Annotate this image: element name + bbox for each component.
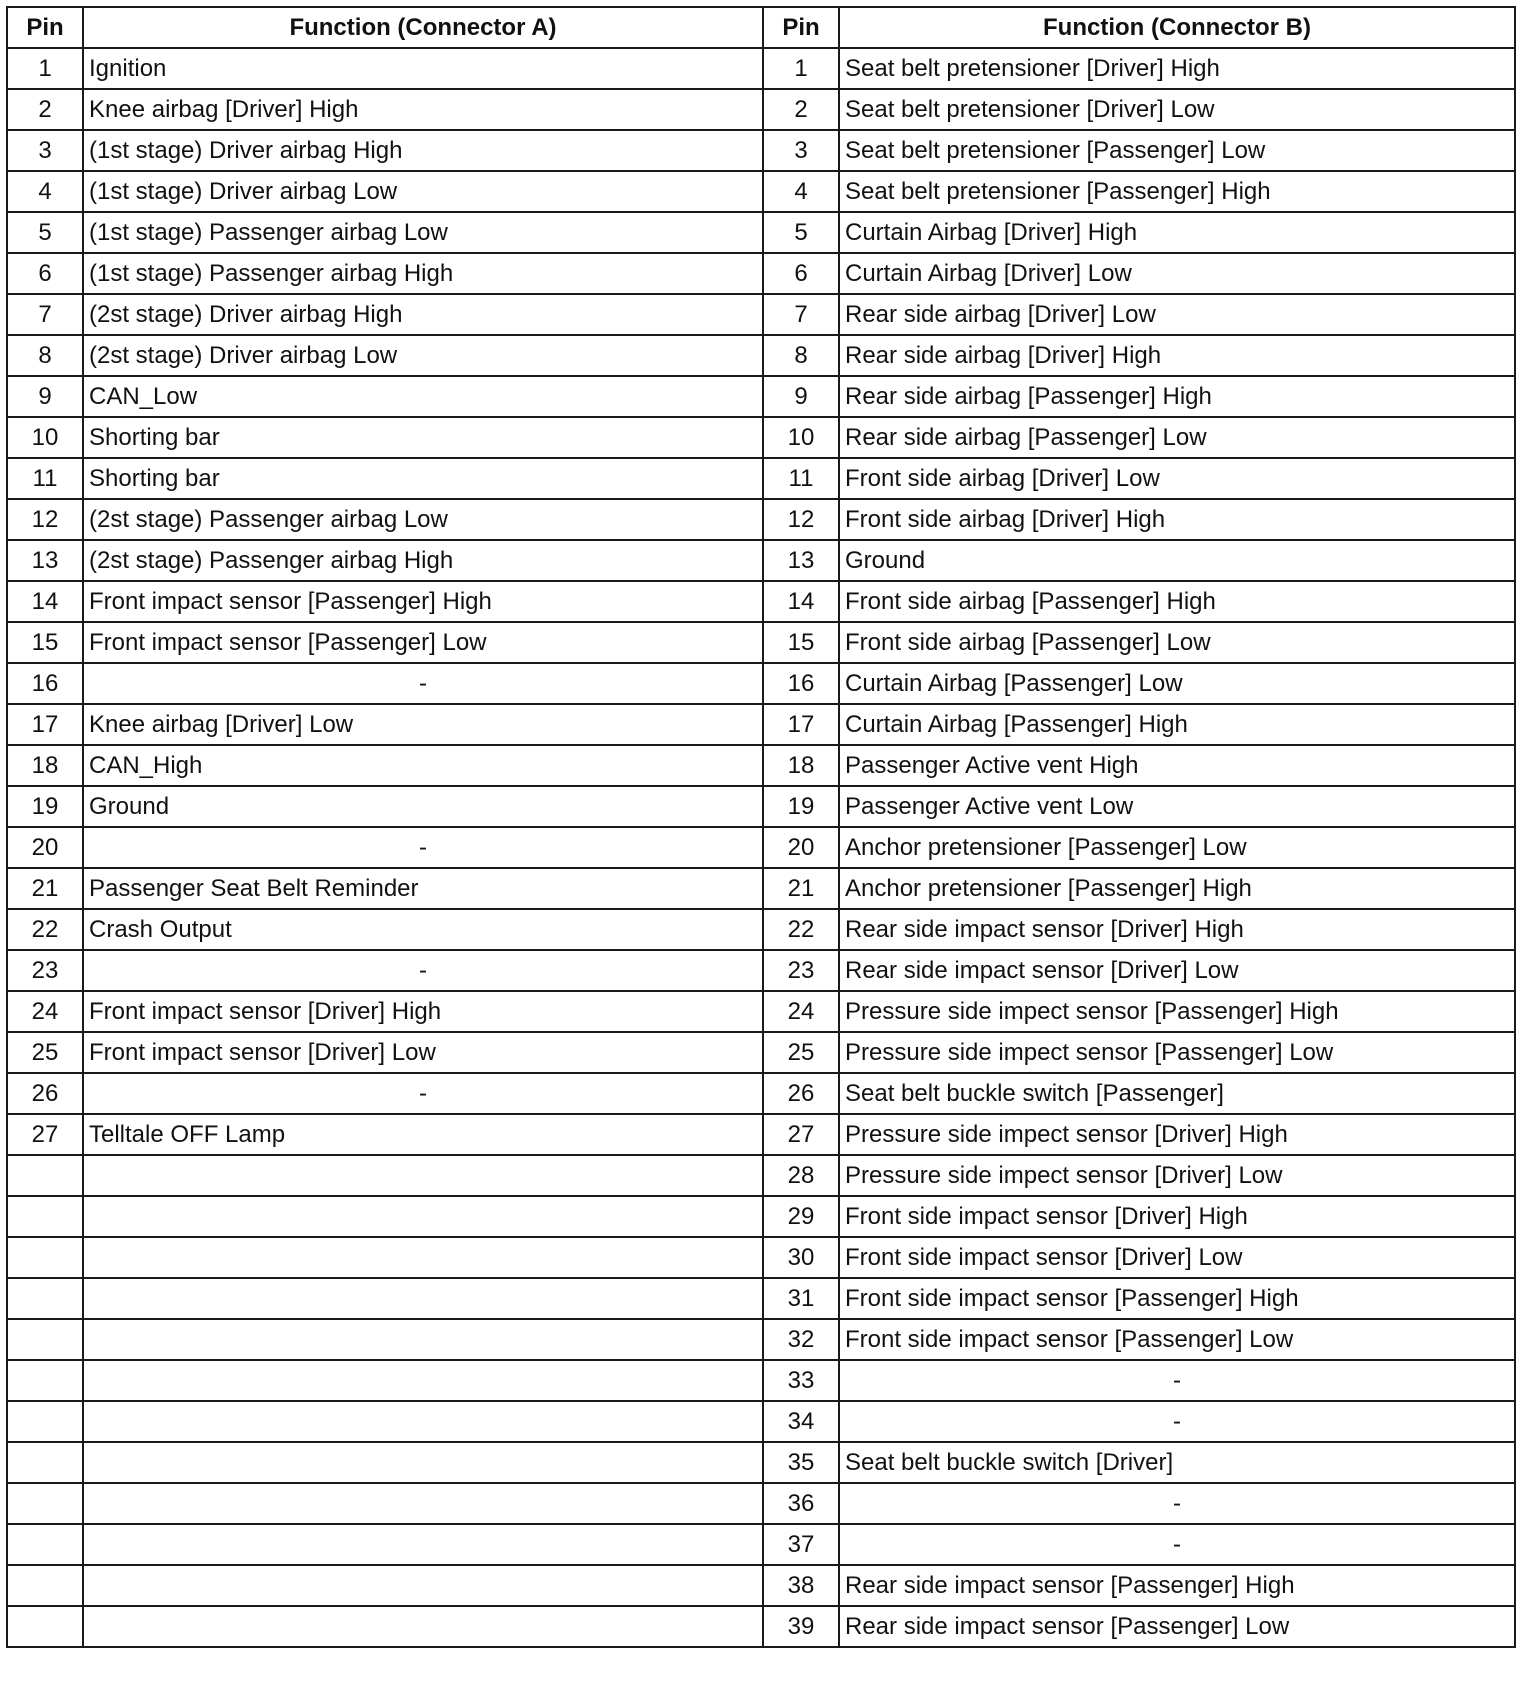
table-row bbox=[7, 294, 1515, 335]
connector-a-function: - bbox=[83, 1073, 763, 1114]
connector-a-function-empty bbox=[83, 1565, 763, 1606]
connector-b-pin: 39 bbox=[763, 1606, 839, 1647]
connector-b-function: Rear side impact sensor [Driver] Low bbox=[839, 950, 1515, 991]
table-row bbox=[7, 1073, 1515, 1114]
table-row bbox=[7, 1606, 1515, 1647]
connector-a-function: Ignition bbox=[83, 48, 763, 89]
table-row bbox=[7, 1401, 1515, 1442]
table-row bbox=[7, 1442, 1515, 1483]
connector-a-function: Crash Output bbox=[83, 909, 763, 950]
connector-a-pin-empty bbox=[7, 1483, 83, 1524]
connector-a-function: Passenger Seat Belt Reminder bbox=[83, 868, 763, 909]
connector-b-function: Seat belt buckle switch [Passenger] bbox=[839, 1073, 1515, 1114]
connector-b-function: Front side impact sensor [Driver] Low bbox=[839, 1237, 1515, 1278]
connector-a-pin: 11 bbox=[7, 458, 83, 499]
table-row bbox=[7, 499, 1515, 540]
connector-a-pin: 13 bbox=[7, 540, 83, 581]
connector-a-function-empty bbox=[83, 1483, 763, 1524]
connector-a-pin-empty bbox=[7, 1565, 83, 1606]
connector-b-function: Rear side impact sensor [Passenger] Low bbox=[839, 1606, 1515, 1647]
connector-b-function: Seat belt pretensioner [Driver] Low bbox=[839, 89, 1515, 130]
connector-b-function: Rear side impact sensor [Driver] High bbox=[839, 909, 1515, 950]
connector-b-pin: 28 bbox=[763, 1155, 839, 1196]
connector-a-pin: 24 bbox=[7, 991, 83, 1032]
connector-a-pin: 10 bbox=[7, 417, 83, 458]
table-row bbox=[7, 335, 1515, 376]
table-row bbox=[7, 827, 1515, 868]
table-row bbox=[7, 1032, 1515, 1073]
connector-b-function: Curtain Airbag [Passenger] Low bbox=[839, 663, 1515, 704]
connector-b-pin: 17 bbox=[763, 704, 839, 745]
connector-b-function: Front side airbag [Passenger] Low bbox=[839, 622, 1515, 663]
connector-a-function: Telltale OFF Lamp bbox=[83, 1114, 763, 1155]
connector-b-function: Front side impact sensor [Passenger] High bbox=[839, 1278, 1515, 1319]
table-row bbox=[7, 909, 1515, 950]
connector-a-function: - bbox=[83, 827, 763, 868]
connector-a-pin: 4 bbox=[7, 171, 83, 212]
table-row bbox=[7, 171, 1515, 212]
table-body bbox=[7, 48, 1515, 1647]
connector-a-function: (2st stage) Passenger airbag High bbox=[83, 540, 763, 581]
connector-b-pin: 30 bbox=[763, 1237, 839, 1278]
connector-b-function: - bbox=[839, 1401, 1515, 1442]
table-row bbox=[7, 48, 1515, 89]
connector-a-function: (1st stage) Passenger airbag High bbox=[83, 253, 763, 294]
table-row bbox=[7, 663, 1515, 704]
connector-b-function: Pressure side impect sensor [Passenger] Low bbox=[839, 1032, 1515, 1073]
connector-b-pin: 14 bbox=[763, 581, 839, 622]
connector-a-function: Knee airbag [Driver] High bbox=[83, 89, 763, 130]
connector-b-function: Front side airbag [Driver] Low bbox=[839, 458, 1515, 499]
table-row bbox=[7, 458, 1515, 499]
connector-a-pin: 15 bbox=[7, 622, 83, 663]
connector-a-pin: 25 bbox=[7, 1032, 83, 1073]
connector-a-pin-empty bbox=[7, 1360, 83, 1401]
table-row bbox=[7, 868, 1515, 909]
connector-b-function: Seat belt buckle switch [Driver] bbox=[839, 1442, 1515, 1483]
connector-b-pin: 19 bbox=[763, 786, 839, 827]
connector-b-pin: 1 bbox=[763, 48, 839, 89]
connector-b-function: - bbox=[839, 1524, 1515, 1565]
table-row bbox=[7, 786, 1515, 827]
table-row bbox=[7, 212, 1515, 253]
table-row bbox=[7, 1237, 1515, 1278]
connector-a-pin: 7 bbox=[7, 294, 83, 335]
connector-a-pin: 21 bbox=[7, 868, 83, 909]
table-row bbox=[7, 1196, 1515, 1237]
connector-a-function: Ground bbox=[83, 786, 763, 827]
connector-a-function-empty bbox=[83, 1196, 763, 1237]
table-row bbox=[7, 1114, 1515, 1155]
connector-a-pin: 6 bbox=[7, 253, 83, 294]
connector-b-pin: 10 bbox=[763, 417, 839, 458]
connector-b-pin: 25 bbox=[763, 1032, 839, 1073]
connector-b-function: Rear side airbag [Driver] High bbox=[839, 335, 1515, 376]
connector-b-pin: 12 bbox=[763, 499, 839, 540]
connector-a-pin: 16 bbox=[7, 663, 83, 704]
connector-b-pin: 7 bbox=[763, 294, 839, 335]
connector-a-function: CAN_High bbox=[83, 745, 763, 786]
connector-a-pin: 1 bbox=[7, 48, 83, 89]
connector-a-pin-empty bbox=[7, 1401, 83, 1442]
connector-a-function-empty bbox=[83, 1524, 763, 1565]
table-row bbox=[7, 1565, 1515, 1606]
connector-b-pin: 38 bbox=[763, 1565, 839, 1606]
table-row bbox=[7, 253, 1515, 294]
connector-b-pin: 23 bbox=[763, 950, 839, 991]
connector-a-function-empty bbox=[83, 1606, 763, 1647]
connector-b-function: Passenger Active vent High bbox=[839, 745, 1515, 786]
connector-b-pin: 27 bbox=[763, 1114, 839, 1155]
connector-pin-table bbox=[6, 6, 1516, 1648]
connector-a-pin: 18 bbox=[7, 745, 83, 786]
table-row bbox=[7, 417, 1515, 458]
connector-a-pin-empty bbox=[7, 1237, 83, 1278]
connector-a-pin: 8 bbox=[7, 335, 83, 376]
connector-b-pin: 3 bbox=[763, 130, 839, 171]
connector-b-function: Curtain Airbag [Driver] Low bbox=[839, 253, 1515, 294]
connector-b-function: Anchor pretensioner [Passenger] High bbox=[839, 868, 1515, 909]
table-row bbox=[7, 950, 1515, 991]
connector-a-function: Front impact sensor [Driver] Low bbox=[83, 1032, 763, 1073]
connector-a-pin: 5 bbox=[7, 212, 83, 253]
table-header-row bbox=[7, 7, 1515, 48]
connector-b-function: Pressure side impect sensor [Passenger] High bbox=[839, 991, 1515, 1032]
connector-b-pin: 21 bbox=[763, 868, 839, 909]
connector-a-function: (2st stage) Passenger airbag Low bbox=[83, 499, 763, 540]
table-row bbox=[7, 1483, 1515, 1524]
connector-a-function: Front impact sensor [Passenger] High bbox=[83, 581, 763, 622]
table-row bbox=[7, 130, 1515, 171]
table-row bbox=[7, 540, 1515, 581]
connector-b-function: Rear side impact sensor [Passenger] High bbox=[839, 1565, 1515, 1606]
connector-b-pin: 22 bbox=[763, 909, 839, 950]
connector-b-function: - bbox=[839, 1483, 1515, 1524]
connector-a-function: (1st stage) Passenger airbag Low bbox=[83, 212, 763, 253]
table-row bbox=[7, 622, 1515, 663]
connector-a-function-empty bbox=[83, 1319, 763, 1360]
connector-b-pin: 15 bbox=[763, 622, 839, 663]
connector-b-function: Front side airbag [Driver] High bbox=[839, 499, 1515, 540]
connector-b-function: Pressure side impect sensor [Driver] Low bbox=[839, 1155, 1515, 1196]
header-pin-a: Pin bbox=[7, 7, 83, 48]
connector-a-function: Knee airbag [Driver] Low bbox=[83, 704, 763, 745]
header-pin-b: Pin bbox=[763, 7, 839, 48]
connector-b-function: Seat belt pretensioner [Driver] High bbox=[839, 48, 1515, 89]
header-function-a: Function (Connector A) bbox=[83, 7, 763, 48]
table-row bbox=[7, 1524, 1515, 1565]
connector-a-pin: 9 bbox=[7, 376, 83, 417]
connector-a-pin: 22 bbox=[7, 909, 83, 950]
connector-a-pin-empty bbox=[7, 1155, 83, 1196]
connector-a-function-empty bbox=[83, 1155, 763, 1196]
connector-b-function: Rear side airbag [Passenger] High bbox=[839, 376, 1515, 417]
connector-a-function: (1st stage) Driver airbag Low bbox=[83, 171, 763, 212]
connector-b-function: Seat belt pretensioner [Passenger] High bbox=[839, 171, 1515, 212]
connector-b-function: Curtain Airbag [Driver] High bbox=[839, 212, 1515, 253]
connector-b-pin: 20 bbox=[763, 827, 839, 868]
connector-b-pin: 35 bbox=[763, 1442, 839, 1483]
connector-b-pin: 16 bbox=[763, 663, 839, 704]
connector-b-function: Ground bbox=[839, 540, 1515, 581]
connector-b-pin: 33 bbox=[763, 1360, 839, 1401]
table-row bbox=[7, 581, 1515, 622]
connector-b-function: Pressure side impect sensor [Driver] High bbox=[839, 1114, 1515, 1155]
connector-b-pin: 24 bbox=[763, 991, 839, 1032]
connector-a-pin: 14 bbox=[7, 581, 83, 622]
connector-b-function: Front side impact sensor [Driver] High bbox=[839, 1196, 1515, 1237]
connector-a-pin: 2 bbox=[7, 89, 83, 130]
connector-a-pin-empty bbox=[7, 1606, 83, 1647]
connector-b-pin: 11 bbox=[763, 458, 839, 499]
table-row bbox=[7, 1278, 1515, 1319]
connector-b-pin: 18 bbox=[763, 745, 839, 786]
connector-a-function: - bbox=[83, 663, 763, 704]
connector-a-pin: 3 bbox=[7, 130, 83, 171]
connector-b-function: Front side airbag [Passenger] High bbox=[839, 581, 1515, 622]
connector-a-function-empty bbox=[83, 1401, 763, 1442]
table-row bbox=[7, 704, 1515, 745]
connector-b-pin: 26 bbox=[763, 1073, 839, 1114]
connector-a-function: Shorting bar bbox=[83, 458, 763, 499]
connector-b-pin: 4 bbox=[763, 171, 839, 212]
connector-a-function: Front impact sensor [Passenger] Low bbox=[83, 622, 763, 663]
connector-b-pin: 34 bbox=[763, 1401, 839, 1442]
connector-b-pin: 6 bbox=[763, 253, 839, 294]
connector-b-pin: 29 bbox=[763, 1196, 839, 1237]
connector-b-pin: 5 bbox=[763, 212, 839, 253]
connector-b-pin: 36 bbox=[763, 1483, 839, 1524]
connector-a-function-empty bbox=[83, 1360, 763, 1401]
connector-a-function-empty bbox=[83, 1237, 763, 1278]
connector-b-pin: 32 bbox=[763, 1319, 839, 1360]
connector-a-function-empty bbox=[83, 1278, 763, 1319]
connector-b-pin: 37 bbox=[763, 1524, 839, 1565]
table-row bbox=[7, 745, 1515, 786]
connector-a-function: (2st stage) Driver airbag Low bbox=[83, 335, 763, 376]
connector-a-function: - bbox=[83, 950, 763, 991]
connector-a-pin: 19 bbox=[7, 786, 83, 827]
connector-a-function: CAN_Low bbox=[83, 376, 763, 417]
connector-b-function: - bbox=[839, 1360, 1515, 1401]
connector-a-pin: 17 bbox=[7, 704, 83, 745]
connector-a-function: (2st stage) Driver airbag High bbox=[83, 294, 763, 335]
connector-a-pin: 27 bbox=[7, 1114, 83, 1155]
connector-a-pin-empty bbox=[7, 1196, 83, 1237]
connector-a-pin: 12 bbox=[7, 499, 83, 540]
table-row bbox=[7, 1319, 1515, 1360]
connector-b-pin: 8 bbox=[763, 335, 839, 376]
connector-a-function: (1st stage) Driver airbag High bbox=[83, 130, 763, 171]
table-row bbox=[7, 1155, 1515, 1196]
table-row bbox=[7, 991, 1515, 1032]
connector-b-function: Front side impact sensor [Passenger] Low bbox=[839, 1319, 1515, 1360]
table-row bbox=[7, 1360, 1515, 1401]
connector-b-pin: 9 bbox=[763, 376, 839, 417]
connector-b-function: Passenger Active vent Low bbox=[839, 786, 1515, 827]
connector-b-function: Seat belt pretensioner [Passenger] Low bbox=[839, 130, 1515, 171]
connector-b-function: Curtain Airbag [Passenger] High bbox=[839, 704, 1515, 745]
connector-a-pin-empty bbox=[7, 1319, 83, 1360]
connector-b-pin: 31 bbox=[763, 1278, 839, 1319]
connector-b-function: Rear side airbag [Passenger] Low bbox=[839, 417, 1515, 458]
connector-b-pin: 2 bbox=[763, 89, 839, 130]
table-row bbox=[7, 89, 1515, 130]
connector-a-pin: 23 bbox=[7, 950, 83, 991]
connector-a-function: Front impact sensor [Driver] High bbox=[83, 991, 763, 1032]
connector-a-pin-empty bbox=[7, 1442, 83, 1483]
connector-a-pin: 20 bbox=[7, 827, 83, 868]
connector-a-pin-empty bbox=[7, 1278, 83, 1319]
connector-a-pin-empty bbox=[7, 1524, 83, 1565]
table-row bbox=[7, 376, 1515, 417]
connector-b-function: Anchor pretensioner [Passenger] Low bbox=[839, 827, 1515, 868]
connector-a-function: Shorting bar bbox=[83, 417, 763, 458]
header-function-b: Function (Connector B) bbox=[839, 7, 1515, 48]
connector-b-pin: 13 bbox=[763, 540, 839, 581]
connector-a-pin: 26 bbox=[7, 1073, 83, 1114]
connector-a-function-empty bbox=[83, 1442, 763, 1483]
connector-b-function: Rear side airbag [Driver] Low bbox=[839, 294, 1515, 335]
